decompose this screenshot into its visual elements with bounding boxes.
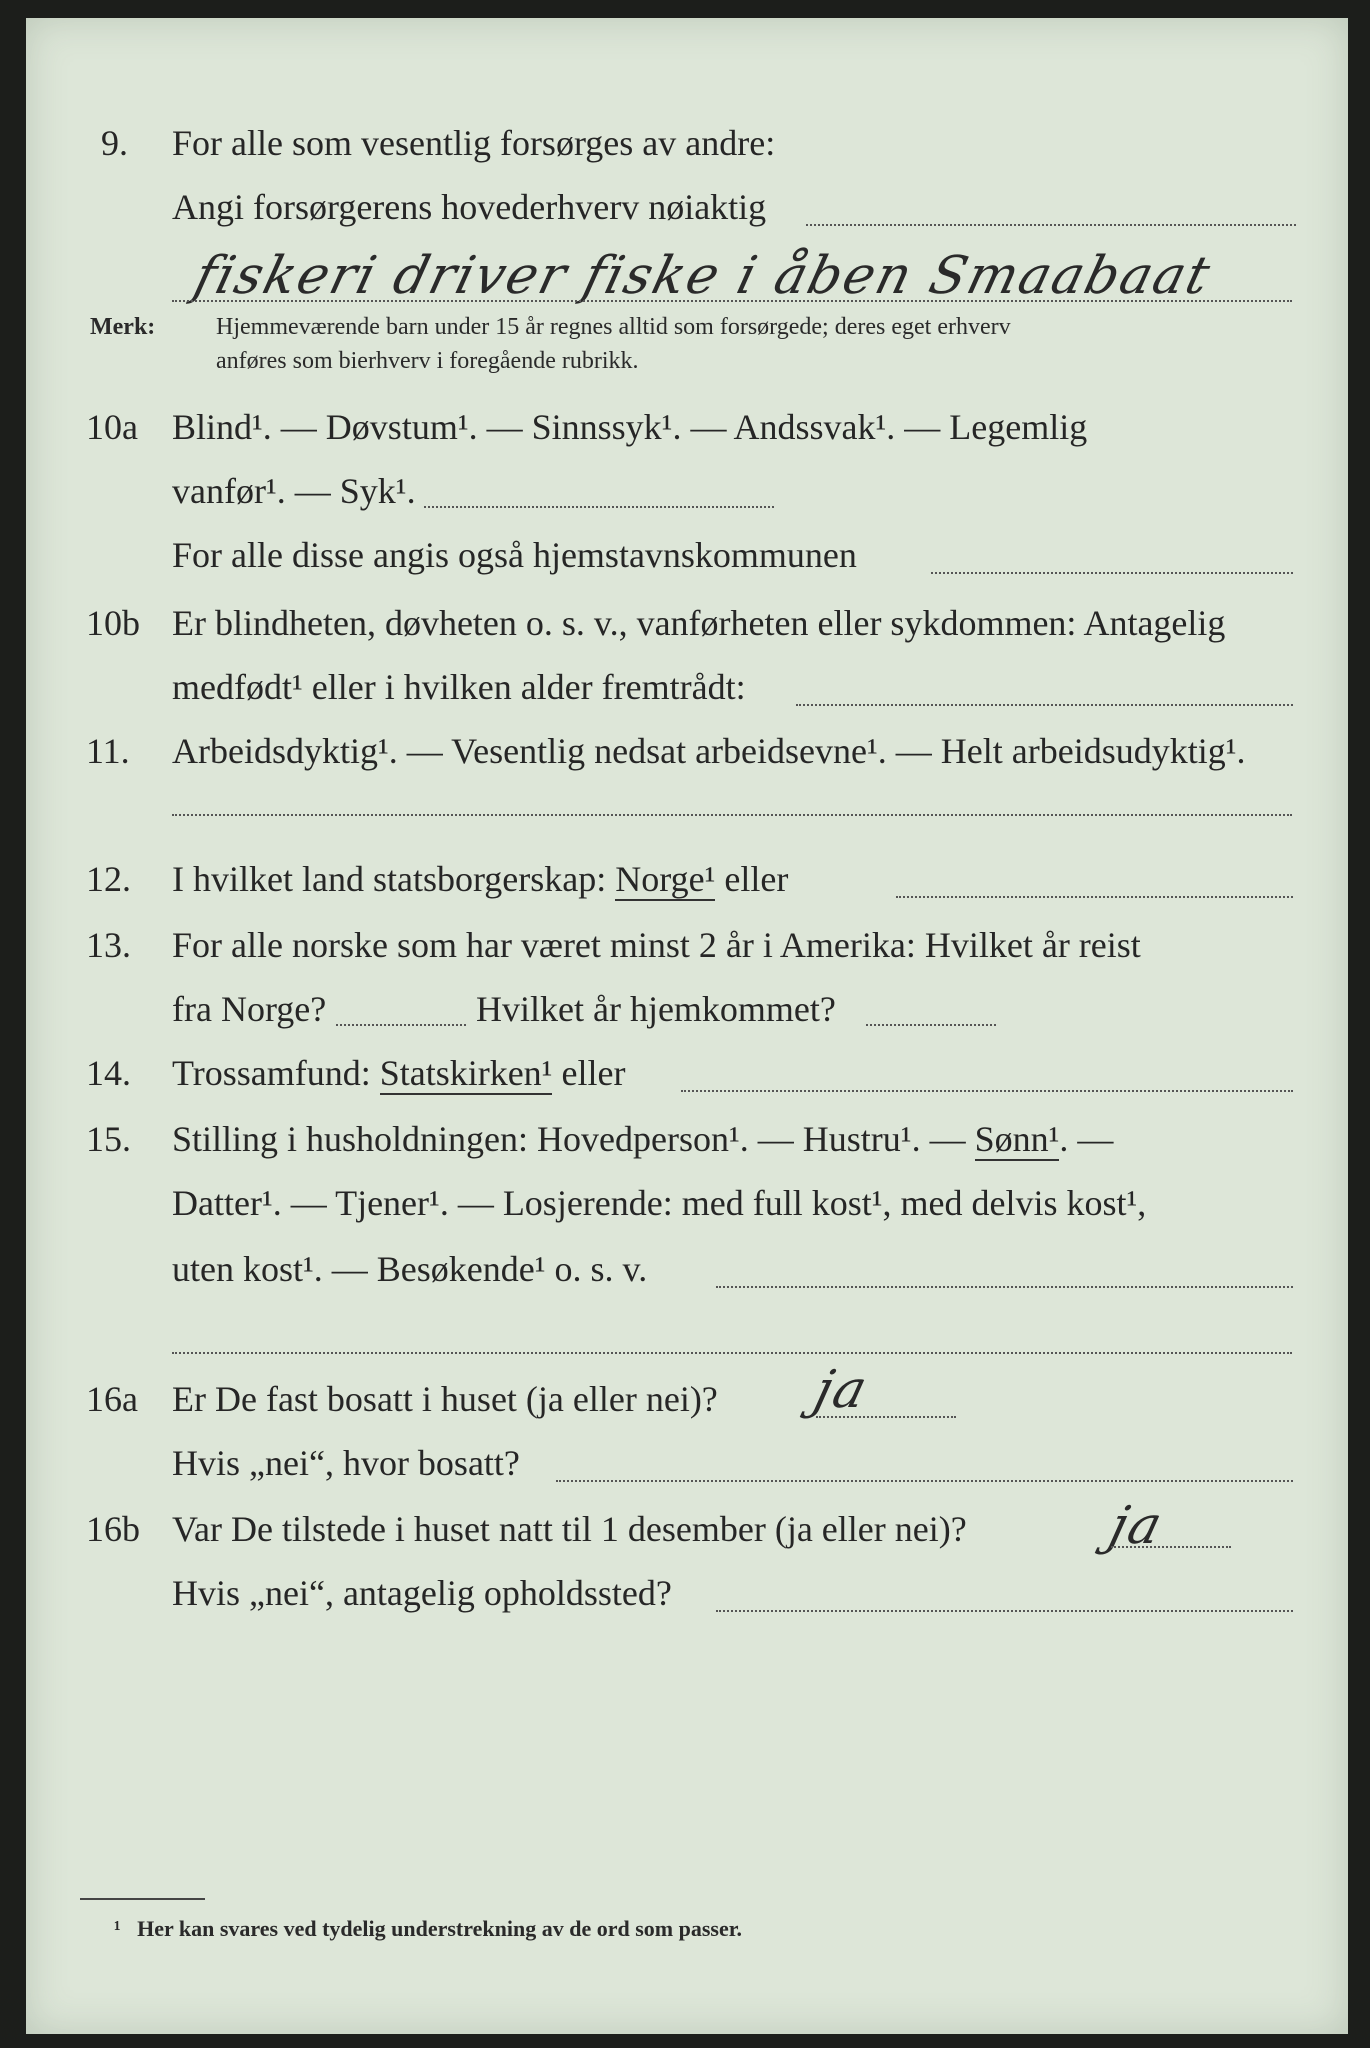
q15-line2: Datter¹. — Tjener¹. — Losjerende: med full kost¹, med delvis kost¹, [172, 1183, 1147, 1223]
q10a-kommune-line [931, 572, 1293, 574]
q16a-number: 16a [86, 1379, 138, 1419]
q16a-handwritten-answer: ja [808, 1360, 875, 1420]
q15-line1 [172, 1118, 1113, 1160]
q9-handwritten-answer: fiskeri driver fiske i åben Smaabaat [188, 246, 1218, 306]
q10a-line2: vanfør¹. — Syk¹. [172, 471, 416, 511]
q10b-number: 10b [86, 603, 140, 643]
q12-norge-underlined: Norge¹ [615, 859, 716, 899]
q13-line2b: Hvilket år hjemkommet? [476, 989, 836, 1029]
q11-number: 11. [86, 731, 130, 771]
q10a-syk-line [424, 506, 774, 508]
q13-reist-line [336, 1024, 466, 1026]
q16a-line1: Er De fast bosatt i huset (ja eller nei)? [172, 1379, 718, 1419]
q13-number: 13. [86, 925, 131, 965]
q9-line2: Angi forsørgerens hovederhverv nøiaktig [172, 187, 767, 227]
q15-answer-line2 [172, 1352, 1292, 1354]
q15-answer-line [716, 1286, 1293, 1288]
q16b-number: 16b [86, 1509, 140, 1549]
merk-label: Merk: [90, 314, 156, 340]
q16b-opholdssted-line [716, 1610, 1293, 1612]
q14-statskirken-underlined: Statskirken¹ [379, 1053, 553, 1093]
footnote-mark: ¹ [114, 1916, 121, 1941]
q11-line1: Arbeidsdyktig¹. — Vesentlig nedsat arbeidsevne¹. — Helt arbeidsudyktig¹. [172, 731, 1246, 771]
q11-answer-line [172, 814, 1292, 816]
footnote-text: Her kan svares ved tydelig understrekning av de ord som passer. [137, 1916, 742, 1941]
merk-line2: anføres som bierhverv i foregående rubrikk. [216, 348, 639, 374]
q9-line1: For alle som vesentlig forsørges av andre: [172, 123, 776, 163]
q14-number: 14. [86, 1053, 131, 1093]
q16a-bosatt-line [556, 1480, 1293, 1482]
q9-answer-line [806, 224, 1296, 226]
q14-suffix: eller [561, 1053, 626, 1093]
q10a-line3: For alle disse angis også hjemstavnskommunen [172, 535, 857, 575]
q10b-alder-line [796, 704, 1293, 706]
q16a-line2: Hvis „nei“, hvor bosatt? [172, 1443, 520, 1483]
q9-number: 9. [101, 123, 128, 163]
q9-answer-line2 [172, 300, 1292, 302]
q15-line3: uten kost¹. — Besøkende¹ o. s. v. [172, 1249, 648, 1289]
q16b-line1: Var De tilstede i huset natt til 1 desember (ja eller nei)? [172, 1509, 967, 1549]
q15-line1b: . — [1059, 1119, 1114, 1159]
q16b-handwritten-answer: ja [1103, 1496, 1170, 1556]
q15-line1a: Stilling i husholdningen: Hovedperson¹. — Hustru¹. — [172, 1119, 966, 1159]
q10a-line1: Blind¹. — Døvstum¹. — Sinnssyk¹. — Andssvak¹. — Legemlig [172, 407, 1088, 447]
q13-line1: For alle norske som har været minst 2 år i Amerika: Hvilket år reist [172, 925, 1141, 965]
footnote [114, 1916, 742, 1942]
q16b-answer-line [1111, 1546, 1231, 1548]
q12-line [172, 858, 788, 900]
q15-sonn-underlined: Sønn¹ [974, 1119, 1060, 1159]
q10b-line1: Er blindheten, døvheten o. s. v., vanførheten eller sykdommen: Antagelig [172, 603, 1226, 643]
merk-line1: Hjemmeværende barn under 15 år regnes alltid som forsørgede; deres eget erhverv [216, 314, 1011, 340]
q14-answer-line [681, 1090, 1293, 1092]
q10b-line2: medfødt¹ eller i hvilken alder fremtrådt: [172, 667, 746, 707]
q12-prefix: I hvilket land statsborgerskap: [172, 859, 607, 899]
q14-prefix: Trossamfund: [172, 1053, 371, 1093]
q13-line2a: fra Norge? [172, 989, 327, 1029]
q10a-number: 10a [86, 407, 138, 447]
q14-line [172, 1052, 625, 1094]
census-form-page [26, 18, 1348, 2034]
q12-number: 12. [86, 859, 131, 899]
q15-number: 15. [86, 1119, 131, 1159]
q16a-answer-line [816, 1416, 956, 1418]
q13-hjemkommet-line [866, 1024, 996, 1026]
footnote-rule [80, 1898, 205, 1900]
q12-answer-line [896, 896, 1293, 898]
q12-suffix: eller [724, 859, 789, 899]
q16b-line2: Hvis „nei“, antagelig opholdssted? [172, 1573, 672, 1613]
